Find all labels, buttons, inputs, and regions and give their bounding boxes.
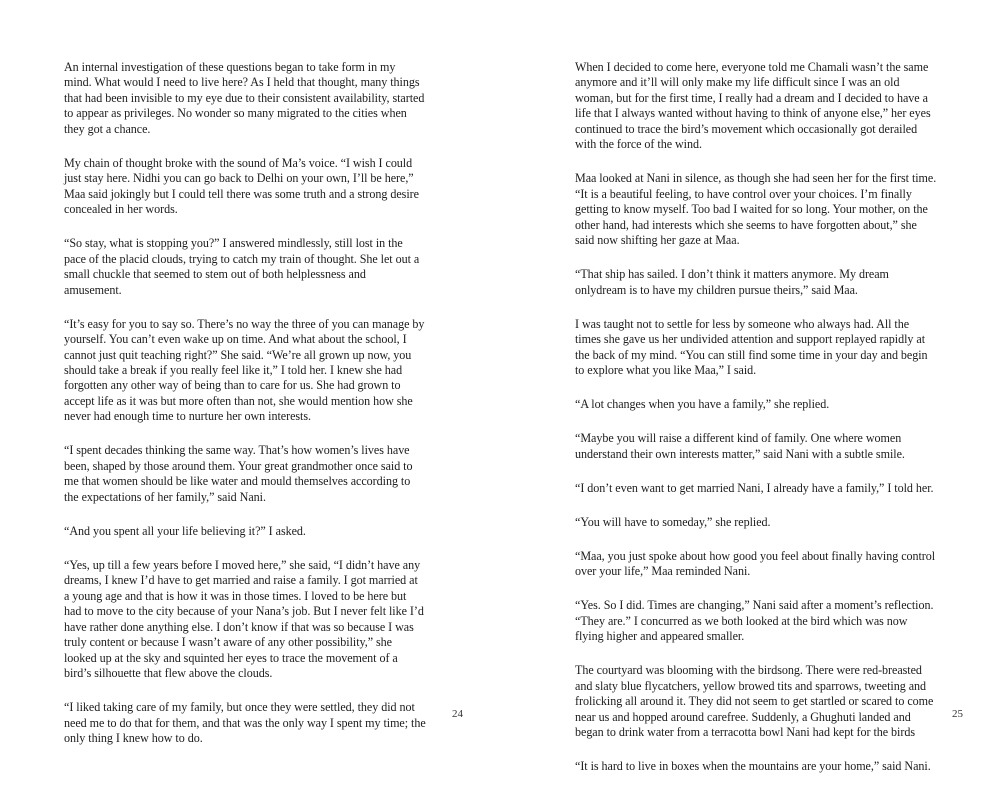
paragraph: Maa looked at Nani in silence, as though she had seen her for the first time. “It is a beautiful feeling, to have control over your choices. I’m finally getting to know myself. Too bad I waited for so long. Your mother, on the other hand, had interests which she seems to have forgotten about,” she said now shifting her gaze at Maa.: [575, 171, 937, 248]
paragraph: “I spent decades thinking the same way. That’s how women’s lives have been, shaped by those around them. Your great grandmother once said to me that women should be like water and mould themselves according to the expectations of her family,” said Nani.: [64, 443, 413, 504]
left-page: [0, 0, 500, 750]
page-number: 24: [452, 708, 463, 720]
right-page: [500, 0, 1000, 774]
paragraph: The courtyard was blooming with the birdsong. There were red-breasted and slaty blue flycatchers, yellow browed tits and sparrows, tweeting and frolicking all around it. They did not seem to get startled or scared to come near us and hopped around carefree. Suddenly, a Ghughuti landed and began to drink water from a terracotta bowl Nani had kept for the birds: [575, 663, 934, 739]
paragraph: “It is hard to live in boxes when the mountains are your home,” said Nani.: [575, 759, 931, 774]
paragraph: “You will have to someday,” she replied.: [575, 514, 771, 529]
right-page-text: [575, 60, 937, 793]
paragraph: “That ship has sailed. I don’t think it matters anymore. My dream onlydream is to have my children pursue theirs,” said Maa.: [575, 267, 889, 297]
paragraph: “I don’t even want to get married Nani, I already have a family,” I told her.: [575, 480, 934, 495]
paragraph: I was taught not to settle for less by someone who always had. All the times she gave us her undivided attention and support replayed rapidly at the back of my mind. “You can still find some time in your day and begin to explore what you like Maa,” I said.: [575, 316, 928, 378]
left-page-text: [64, 60, 426, 765]
paragraph: “Maa, you just spoke about how good you feel about finally having control over your life,” Maa reminded Nani.: [575, 548, 936, 579]
paragraph: My chain of thought broke with the sound of Ma’s voice. “I wish I could just stay here. Nidhi you can go back to Delhi on your own, I’ll be here,” Maa said jokingly but I could tell there was some truth and a strong desire concealed in her words.: [64, 155, 419, 217]
paragraph: “Yes. So I did. Times are changing,” Nani said after a moment’s reflection. “They are.” I concurred as we both looked at the bird which was now flying higher and appeared smaller.: [575, 598, 934, 644]
page-number: 25: [952, 708, 963, 720]
paragraph: “I liked taking care of my family, but once they were settled, they did not need me to do that for them, and that was the only way I spent my time; the only thing I knew how to do.: [64, 700, 426, 746]
paragraph: “It’s easy for you to say so. There’s no way the three of you can manage by yourself. You can’t even wake up on time. And what about the school, I cannot just quit teaching right?” She said. “We’re all grown up now, you should take a break if you really feel like it,” I told her. I knew she had forgotten any other way of being than to care for us. She had grown to accept life as it was but more often than not, she would mention how she never had enough time to nurture her own interests.: [64, 316, 425, 424]
paragraph: “And you spent all your life believing it?” I asked.: [64, 523, 306, 538]
paragraph: “So stay, what is stopping you?” I answered mindlessly, still lost in the pace of the placid clouds, trying to catch my train of thought. She let out a small chuckle that seemed to stem out of both helplessness and amusement.: [64, 236, 420, 297]
paragraph: “Yes, up till a few years before I moved here,” she said, “I didn’t have any dreams, I knew I’d have to get married and raise a family. I got married at a young age and that is how it was in those times. I loved to be here but had to move to the city because of your Nana’s job. But I never felt like I’d have rather done anything else. I don’t know if that was so because I was truly content or because I wasn’t aware of any other possibility,” she looked up at the sky and squinted her eyes to trace the movement of a bird’s silhouette that flew above the clouds.: [64, 557, 424, 681]
paragraph: When I decided to come here, everyone told me Chamali wasn’t the same anymore and it’ll will only make my life difficult since I was an old woman, but for the first time, I really had a dream and I decided to have a life that I always wanted without having to think of anyone else,” her eyes continued to trace the bird’s movement which occasionally got derailed with the force of the wind.: [575, 60, 931, 152]
paragraph: “Maybe you will raise a different kind of family. One where women understand their own interests matter,” said Nani with a subtle smile.: [575, 431, 905, 461]
paragraph: “A lot changes when you have a family,” she replied.: [575, 397, 830, 412]
paragraph: An internal investigation of these questions began to take form in my mind. What would I need to live here? As I held that thought, many things that had been invisible to my eye due to their consistent availability, started to appear as privileges. No wonder so many migrated to the cities when they got a chance.: [64, 60, 425, 136]
